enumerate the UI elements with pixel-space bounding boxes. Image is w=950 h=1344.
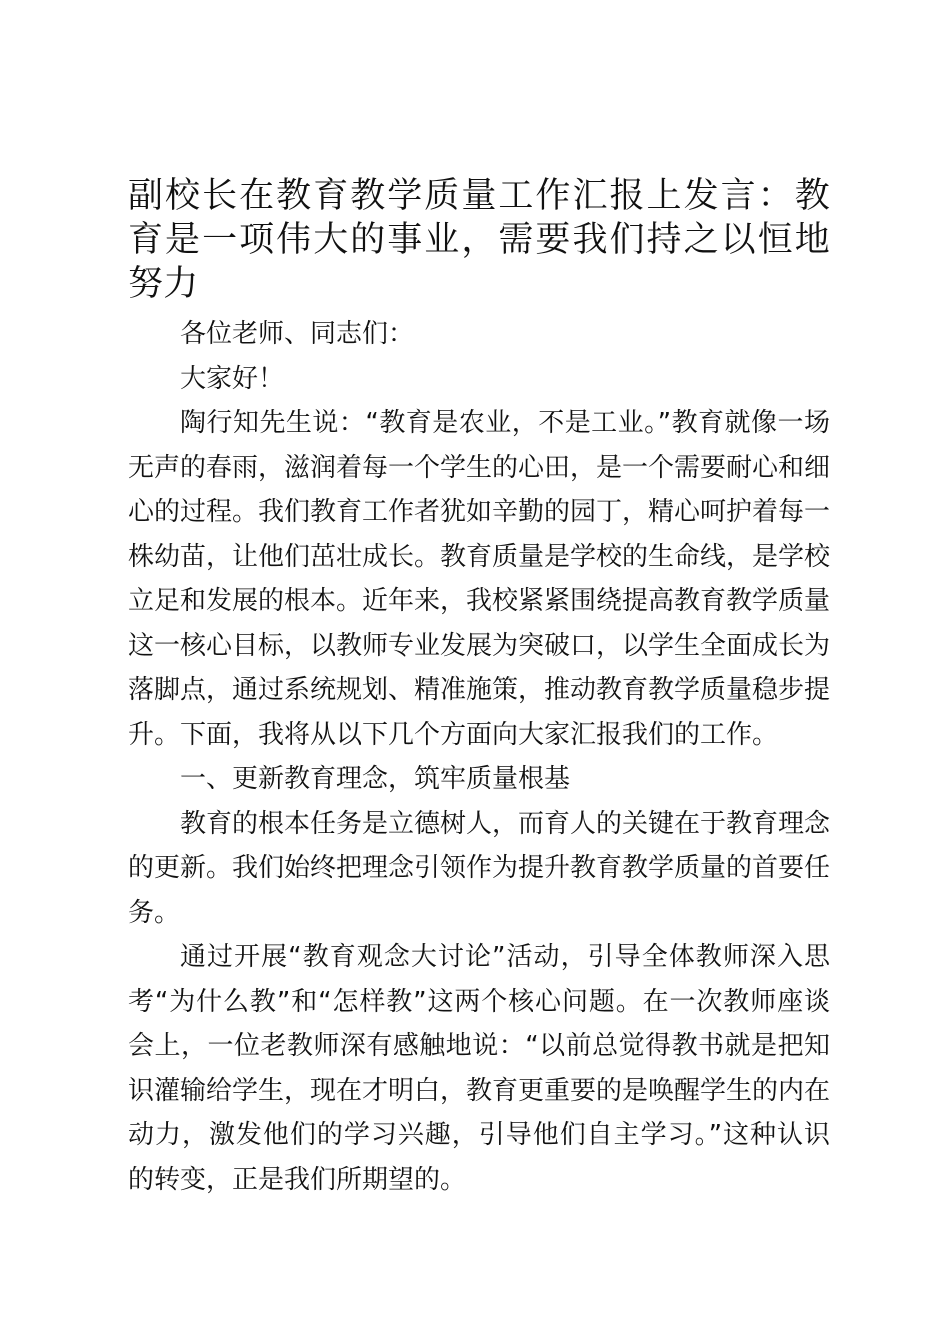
section-heading: 一、更新教育理念，筑牢质量根基	[180, 764, 571, 794]
document-body	[128, 174, 830, 1202]
document-title: 副校长在教育教学质量工作汇报上发言：教育是一项伟大的事业，需要我们持之以恒地努力	[128, 176, 830, 304]
greeting: 大家好！	[180, 363, 285, 394]
section-paragraph: 通过开展“教育观念大讨论”活动，引导全体教师深入思考“为什么教”和“怎样教”这两个核心问题。在一次教师座谈会上，一位老教师深有感触地说：“以前总觉得教书就是把知识灌输给学生，现在才明白，教育更重要的是唤醒学生的内在动力，激发他们的学习兴趣，引导他们自主学习。”这种认识的转变，正是我们所期望的。	[128, 942, 831, 1195]
salutation: 各位老师、同志们：	[180, 319, 415, 349]
section-paragraph: 教育的根本任务是立德树人，而育人的关键在于教育理念的更新。我们始终把理念引领作为提升教育教学质量的首要任务。	[128, 808, 831, 928]
intro-paragraph: 陶行知先生说：“教育是农业，不是工业。”教育就像一场无声的春雨，滋润着每一个学生的心田，是一个需要耐心和细心的过程。我们教育工作者犹如辛勤的园丁，精心呵护着每一株幼苗，让他们茁壮成长。教育质量是学校的生命线，是学校立足和发展的根本。近年来，我校紧紧围绕提高教育教学质量这一核心目标，以教师专业发展为突破口，以学生全面成长为落脚点，通过系统规划、精准施策，推动教育教学质量稳步提升。下面，我将从以下几个方面向大家汇报我们的工作。	[128, 408, 831, 750]
